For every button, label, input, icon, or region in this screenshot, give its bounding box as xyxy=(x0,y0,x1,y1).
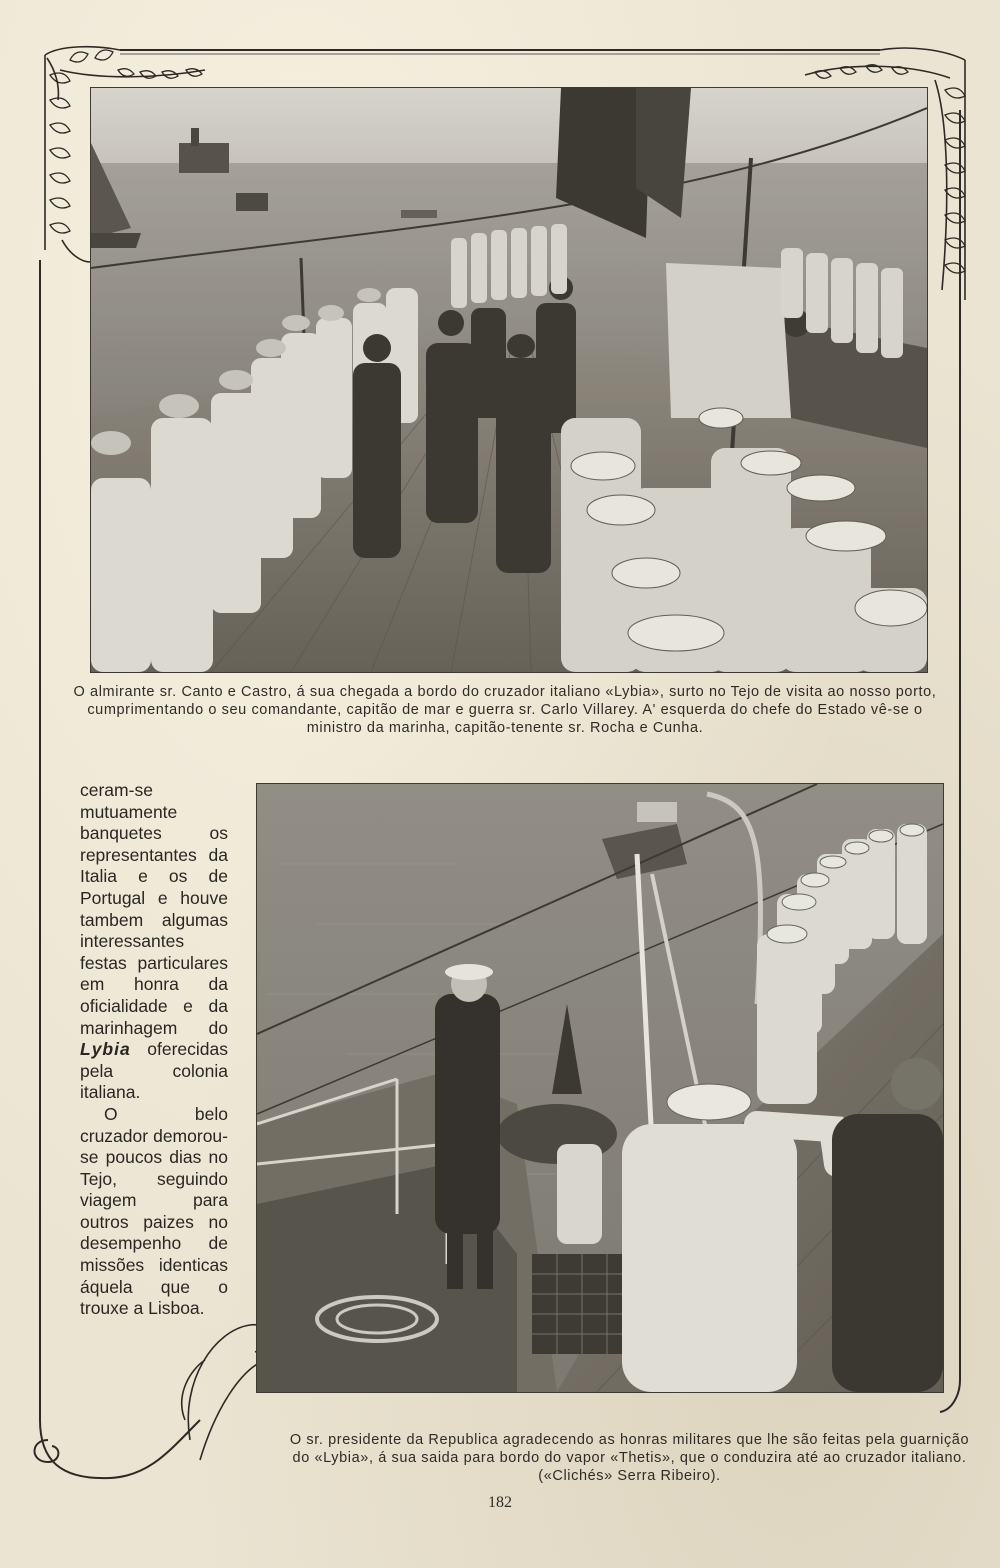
photo-caption-bottom: O sr. presidente da Republica agradecendo as honras militares que lhe são feitas pela guarnição do «Lybia», á sua saida para bordo do vapor «Thetis», que o conduzira até ao cruzador italiano. («Clichés» Serra Ribeiro). xyxy=(289,1432,970,1484)
photo-admiral-arrival xyxy=(90,87,928,673)
article-paragraph-1: ceram-se mutuamente banquetes os representantes da Italia e os de Portugal e houve tambem algumas interessantes festas particulares em honra da oficialidade e da marinhagem do Lybia oferecidas pela colonia italiana. xyxy=(80,780,228,1103)
article-paragraph-2: O belo cruzador demorou-se poucos dias no Tejo, seguindo viagem para outros paizes no desempenho de missões identicas áquela que o trouxe a Lisboa. xyxy=(80,1103,228,1319)
page-number: 182 xyxy=(488,1494,512,1511)
photo-president-departure xyxy=(256,783,944,1393)
article-column xyxy=(80,780,228,1320)
flourish-ornament-bottom-left xyxy=(182,1325,268,1460)
ship-name: Lybia xyxy=(80,1039,131,1060)
photo-caption-top: O almirante sr. Canto e Castro, á sua chegada a bordo do cruzador italiano «Lybia», surto no Tejo de visita ao nosso porto, cumprimentando o seu comandante, capitão de mar e guerra sr. Carlo Villarey. A' esquerda do chefe do Estado vê-se o ministro da marinha, capitão-tenente sr. Rocha e Cunha. xyxy=(73,684,937,736)
